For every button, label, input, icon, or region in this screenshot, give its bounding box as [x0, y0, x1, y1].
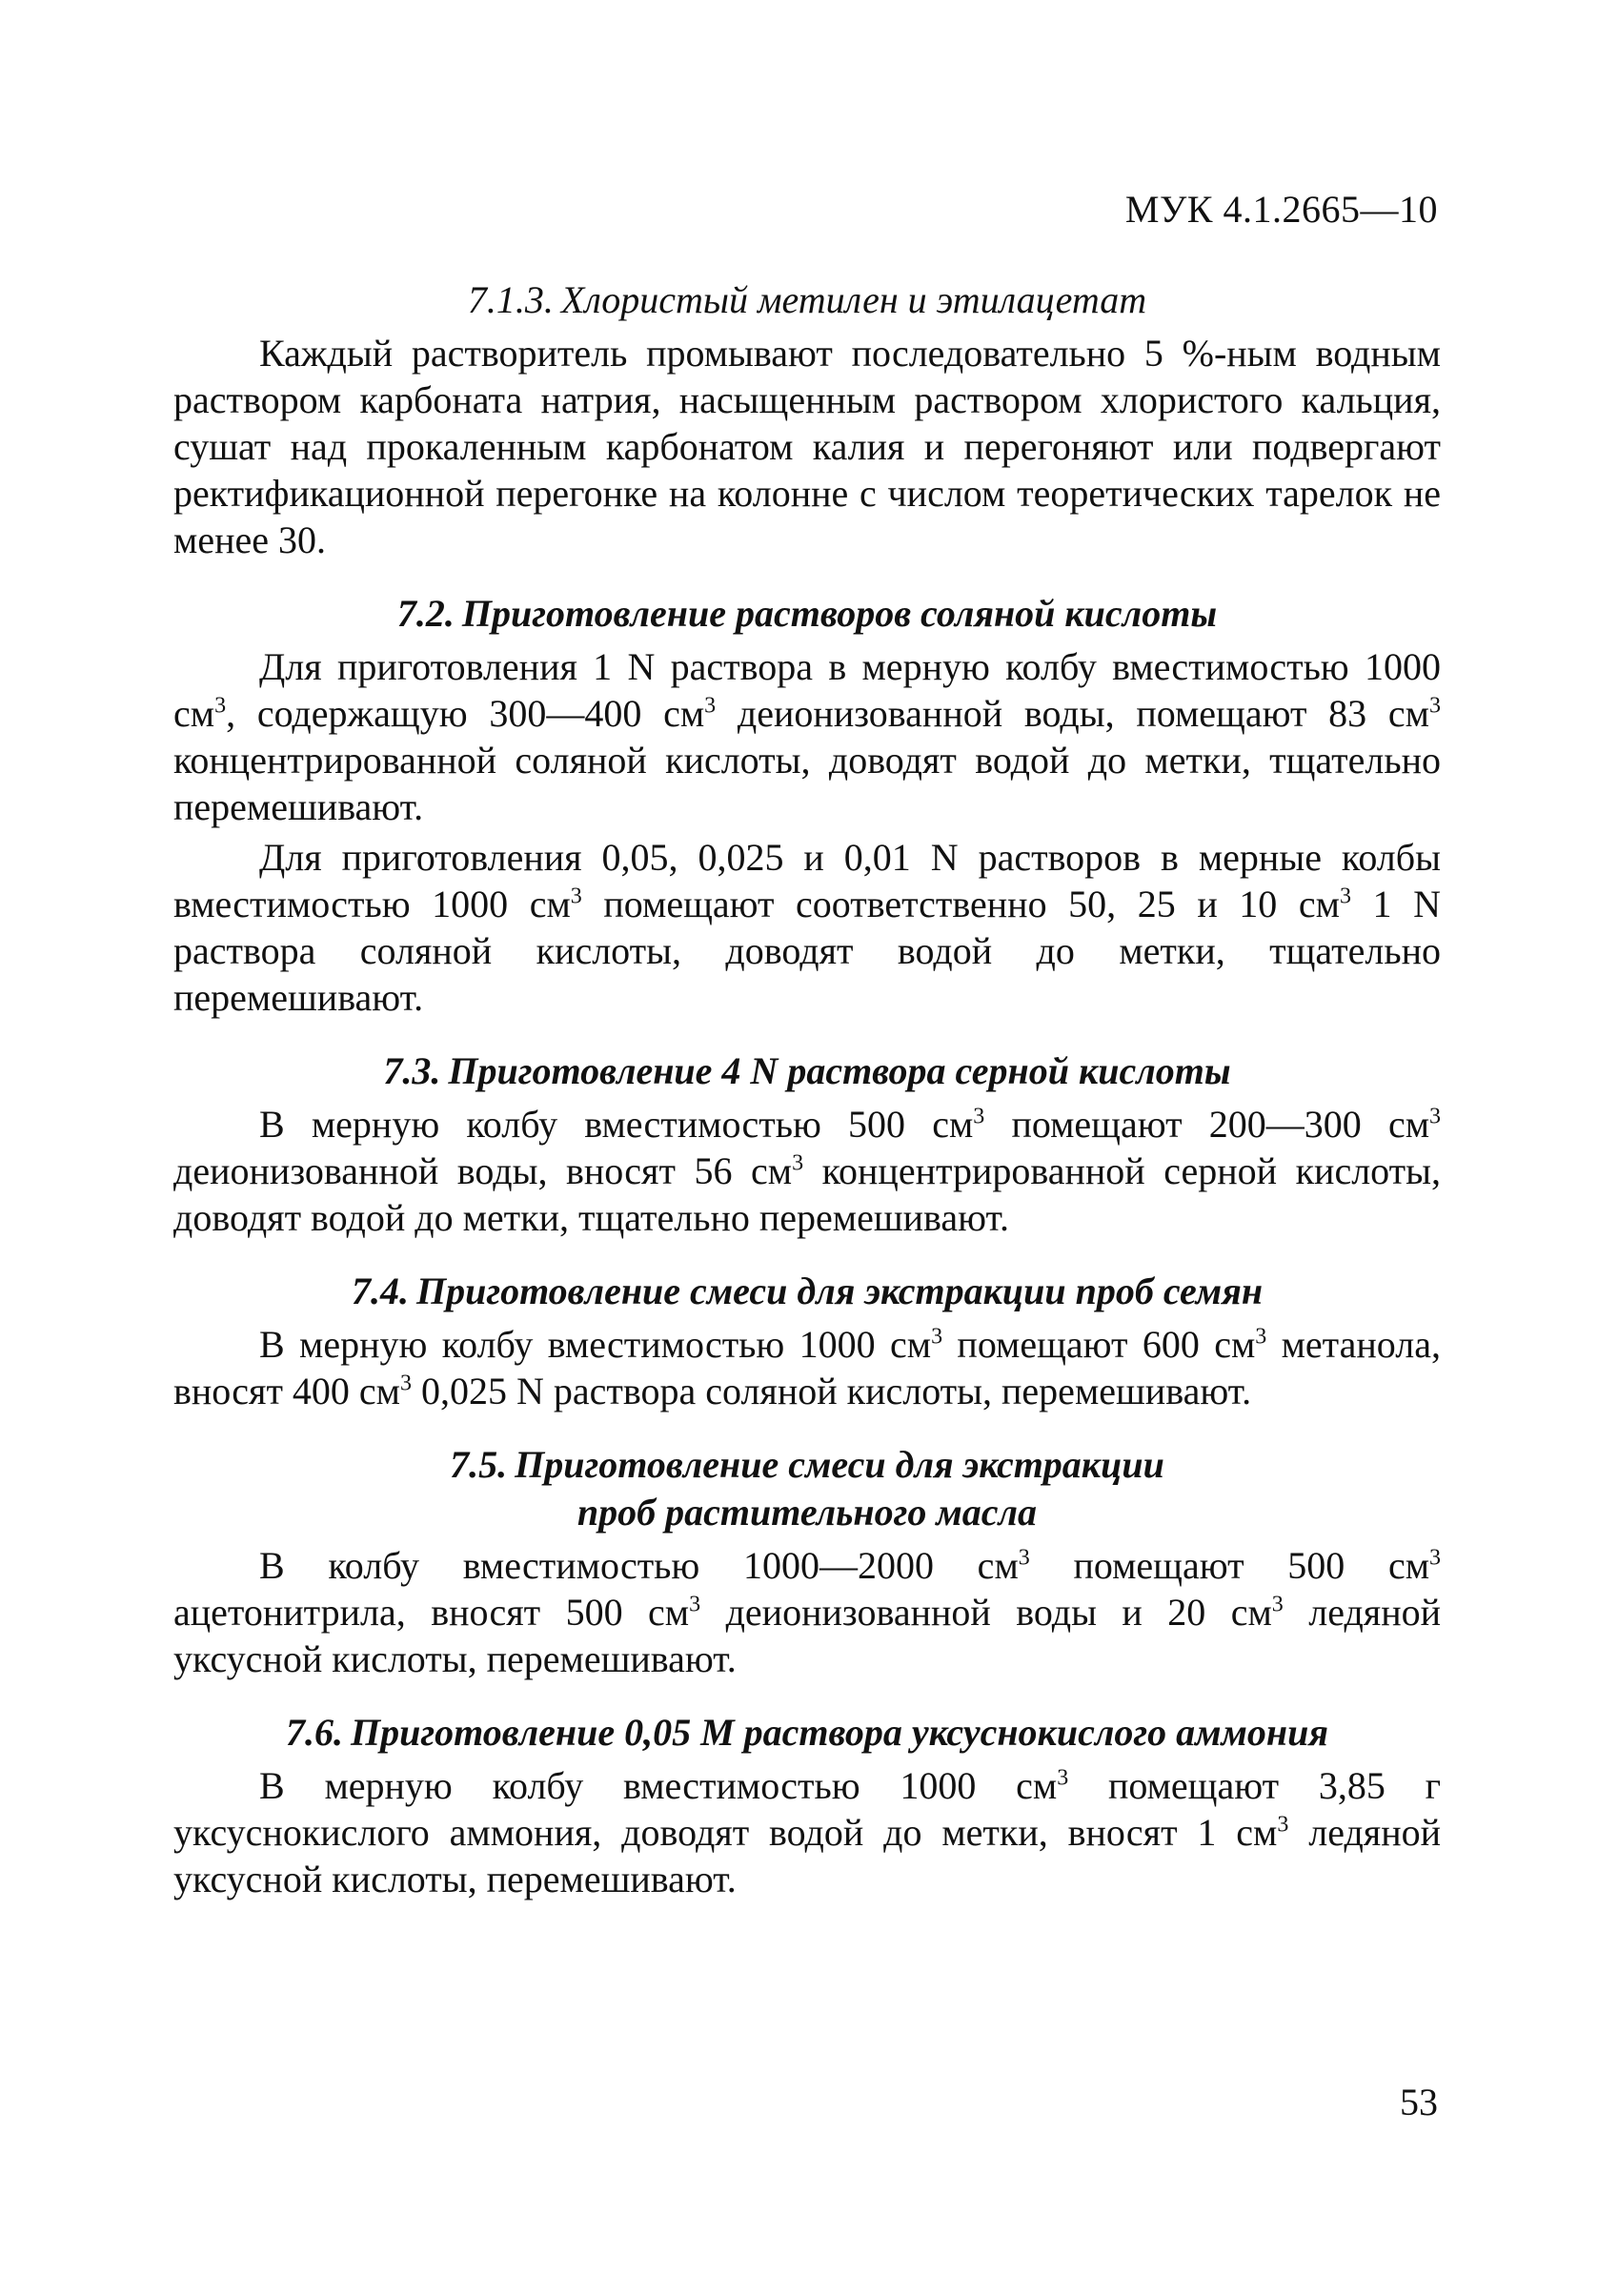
- superscript: 3: [1339, 884, 1351, 909]
- superscript: 3: [1018, 1545, 1030, 1571]
- superscript: 3: [570, 884, 582, 909]
- page-number: 53: [1400, 2081, 1438, 2123]
- section-7-5: [173, 1441, 1441, 1682]
- text-run: В колбу вместимостью 1000—2000 см: [259, 1544, 1019, 1587]
- paragraph: [173, 330, 1441, 563]
- section-heading: [173, 1268, 1441, 1315]
- text-run: , содержащую 300—400 см: [226, 692, 705, 735]
- text-run: метанола, вносят 400 см: [173, 1323, 1441, 1412]
- text-run: концентрированной соляной кислоты, доводят водой до метки, тщательно перемешивают.: [173, 739, 1441, 828]
- paragraph: [173, 1321, 1441, 1414]
- superscript: 3: [1429, 1104, 1442, 1129]
- section-7-2: [173, 590, 1441, 1021]
- text-run: деионизованной воды, вносят 56 см: [173, 1149, 793, 1192]
- superscript: 3: [1255, 1324, 1267, 1350]
- superscript: 3: [1271, 1592, 1284, 1617]
- section-number: 7.5.: [450, 1443, 508, 1486]
- document-content: [173, 276, 1441, 1929]
- text-run: деионизованной воды, помещают 83 см: [716, 692, 1429, 735]
- superscript: 3: [1057, 1765, 1069, 1791]
- text-run: ледяной уксусной кислоты, перемешивают.: [173, 1591, 1442, 1680]
- superscript: 3: [1429, 1545, 1442, 1571]
- section-title: Приготовление 4 N раствора серной кислоты: [448, 1049, 1231, 1092]
- text-run: В мерную колбу вместимостью 500 см: [259, 1103, 974, 1146]
- text-run: помещают 500 см: [1029, 1544, 1430, 1587]
- superscript: 3: [214, 693, 227, 719]
- section-number: 7.6.: [286, 1711, 343, 1754]
- section-7-1-3: [173, 276, 1441, 563]
- section-title: Хлористый метилен и этилацетат: [560, 278, 1147, 321]
- text-run: помещают 200––300 см: [984, 1103, 1430, 1146]
- section-title: Приготовление 0,05 М раствора уксуснокислого аммония: [351, 1711, 1328, 1754]
- section-number: 7.3.: [383, 1049, 441, 1092]
- text-run: помещают соответственно 50, 25 и 10 см: [581, 883, 1340, 925]
- section-7-3: [173, 1047, 1441, 1241]
- paragraph: [173, 834, 1441, 1021]
- superscript: 3: [973, 1104, 985, 1129]
- section-number: 7.4.: [351, 1270, 409, 1312]
- section-title: Приготовление растворов соляной кислоты: [461, 592, 1218, 635]
- text-run: Для приготовления 1 N раствора в мерную колбу вместимостью 1000 см: [173, 645, 1441, 735]
- text-run: деионизованной воды и 20 см: [700, 1591, 1272, 1634]
- section-heading: [173, 590, 1441, 638]
- superscript: 3: [400, 1371, 412, 1396]
- section-7-4: [173, 1268, 1441, 1414]
- paragraph: [173, 1762, 1441, 1902]
- paragraph: [173, 1101, 1441, 1241]
- text-run: концентрированной серной кислоты, доводят водой до метки, тщательно перемешивают.: [173, 1149, 1441, 1239]
- text-run: помещают 600 см: [942, 1323, 1256, 1366]
- text-run: Для приготовления 0,05, 0,025 и 0,01 N растворов в мерные колбы вместимостью 1000 см: [173, 836, 1441, 925]
- text-run: 1 N раствора соляной кислоты, доводят водой до метки, тщательно перемешивают.: [173, 883, 1441, 1019]
- text-run: ледяной уксусной кислоты, перемешивают.: [173, 1811, 1441, 1900]
- document-code: МУК 4.1.2665—10: [1124, 188, 1438, 231]
- superscript: 3: [792, 1150, 804, 1176]
- section-title: Приготовление смеси для экстракции проб семян: [415, 1270, 1264, 1312]
- text-run: В мерную колбу вместимостью 1000 см: [259, 1323, 932, 1366]
- text-run: Каждый растворитель промывают последовательно 5 %-ным водным раствором карбоната натрия, насыщенным раствором хлористого кальция, сушат над прокаленным карбонатом калия и перегоняют или подвергают ректификационной перегонке на колонне с числом теоретических тарелок не менее 30.: [173, 332, 1441, 561]
- section-title: Приготовление смеси для экстракции проб растительного масла: [515, 1443, 1164, 1534]
- superscript: 3: [689, 1592, 701, 1617]
- superscript: 3: [1429, 693, 1441, 719]
- section-heading: [173, 1441, 1441, 1536]
- superscript: 3: [931, 1324, 943, 1350]
- superscript: 3: [1277, 1812, 1289, 1838]
- section-heading: [173, 276, 1441, 324]
- section-7-6: [173, 1709, 1441, 1902]
- superscript: 3: [704, 693, 717, 719]
- section-heading: [173, 1709, 1441, 1757]
- section-heading: [173, 1047, 1441, 1095]
- text-run: ацетонитрила, вносят 500 см: [173, 1591, 690, 1634]
- text-run: 0,025 N раствора соляной кислоты, перемешивают.: [412, 1370, 1252, 1412]
- paragraph: [173, 1542, 1441, 1682]
- text-run: В мерную колбу вместимостью 1000 см: [259, 1764, 1058, 1807]
- text-run: помещают 3,85 г уксуснокислого аммония, доводят водой до метки, вносят 1 см: [173, 1764, 1441, 1854]
- section-number: 7.2.: [396, 592, 455, 635]
- section-number: 7.1.3.: [467, 278, 554, 321]
- paragraph: [173, 643, 1441, 830]
